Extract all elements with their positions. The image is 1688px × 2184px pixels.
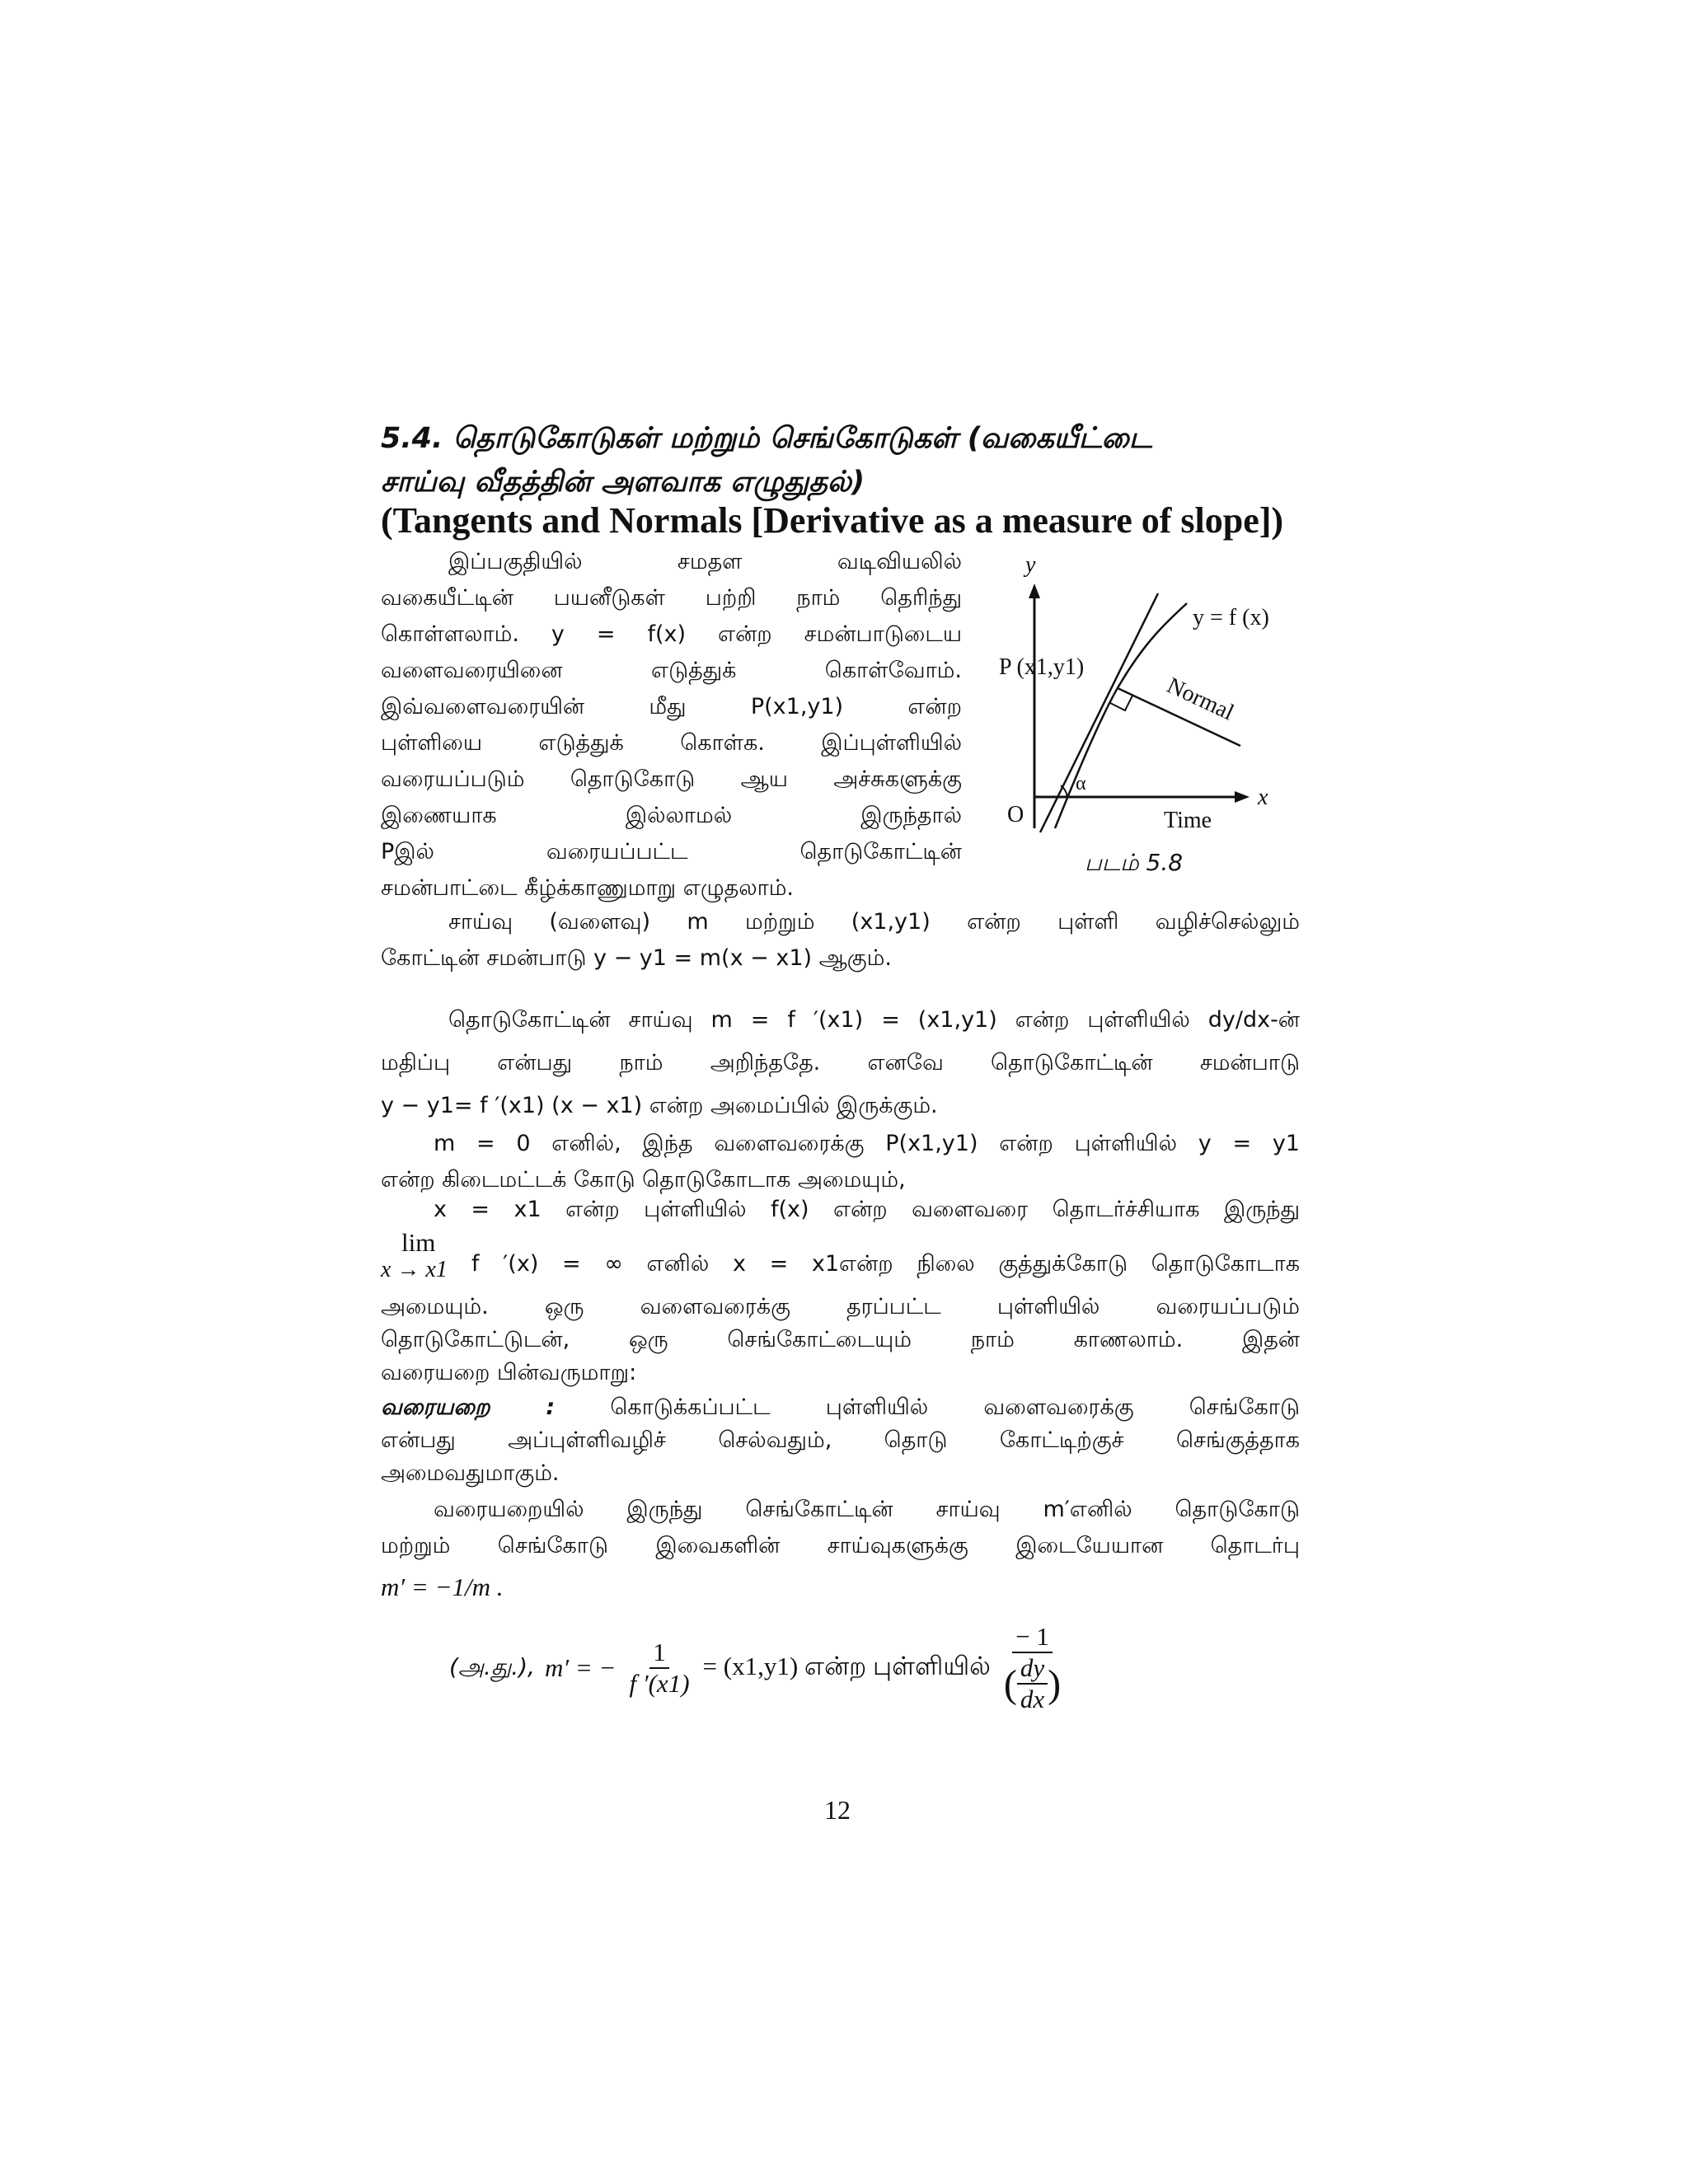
dy-dx-fraction bbox=[1017, 1653, 1048, 1714]
equation-lhs: m′ = − bbox=[544, 1653, 617, 1682]
horizontal-tangent-paragraph bbox=[381, 1126, 1300, 1198]
right-angle-marker bbox=[1110, 696, 1132, 710]
limit-symbol: lim bbox=[401, 1228, 436, 1257]
intro-line: கொள்ளலாம். y = f(x) என்ற சமன்பாடுடைய bbox=[381, 621, 962, 647]
page-number: 12 bbox=[824, 1795, 851, 1825]
vertical-tangent-continuation bbox=[381, 1246, 1300, 1390]
intro-line: இவ்வளைவரையின் மீது P(x1,y1) என்ற bbox=[381, 694, 962, 719]
slope-line: கோட்டின் சமன்பாடு y − y1 = m(x − x1) ஆகும். bbox=[381, 945, 892, 971]
m0-line: m = 0 எனில், இந்த வளைவரைக்கு P(x1,y1) என்ற புள்ளியில் y = y1 bbox=[434, 1131, 1300, 1156]
fraction-one-over-fprime bbox=[626, 1638, 692, 1699]
vertical-line: x = x1 என்ற புள்ளியில் f(x) என்ற வளைவரை தொடர்ச்சியாக இருந்து bbox=[434, 1197, 1300, 1222]
fraction-denominator-derivative bbox=[1001, 1653, 1064, 1714]
tangent-normal-figure bbox=[989, 544, 1335, 890]
fraction-numerator: − 1 bbox=[1012, 1622, 1053, 1653]
equation-prefix: (அ.து.), bbox=[449, 1652, 535, 1680]
tangent-line-text: மதிப்பு என்பது நாம் அறிந்ததே. எனவே தொடுகோட்டின் சமன்பாடு bbox=[381, 1050, 1300, 1076]
tangent-equation-line: y − y1= f ′(x1) (x − x1) என்ற அமைப்பில் இருக்கும். bbox=[381, 1093, 938, 1118]
curve-label: y = f (x) bbox=[1193, 605, 1269, 630]
definition-label: வரையறை : bbox=[381, 1394, 556, 1420]
tangent-paragraph bbox=[381, 999, 1300, 1127]
curve-y-f-x bbox=[1055, 603, 1187, 828]
vertical-tangent-paragraph bbox=[381, 1192, 1300, 1228]
angle-label: α bbox=[1076, 773, 1086, 794]
section-title-line1: தொடுகோடுகள் மற்றும் செங்கோடுகள் (வகையீட்டை bbox=[452, 422, 1152, 455]
dx: dx bbox=[1020, 1685, 1045, 1713]
intro-line: சமன்பாட்டை கீழ்க்காணுமாறு எழுதலாம். bbox=[381, 875, 795, 901]
m0-line: என்ற கிடைமட்டக் கோடு தொடுகோடாக அமையும், bbox=[381, 1167, 906, 1193]
y-axis-label: y bbox=[1025, 552, 1036, 578]
section-title-english: (Tangents and Normals [Derivative as a measure of slope]) bbox=[381, 500, 1284, 541]
dy: dy bbox=[1017, 1653, 1048, 1685]
x-axis-label: x bbox=[1258, 785, 1268, 810]
origin-label: O bbox=[1007, 802, 1025, 827]
intro-line: Pஇல் வரையப்பட்ட தொடுகோட்டின் bbox=[381, 839, 962, 865]
x-axis-arrow-icon bbox=[1235, 791, 1250, 803]
normal-relation: m′ = −1/m . bbox=[381, 1572, 504, 1601]
angle-arc bbox=[1061, 785, 1067, 797]
limit-subscript: x → x1 bbox=[381, 1257, 448, 1282]
intro-line: வகையீட்டின் பயனீடுகள் பற்றி நாம் தெரிந்து bbox=[381, 585, 962, 611]
equation-middle: = (x1,y1) என்ற புள்ளியில் bbox=[702, 1652, 991, 1680]
point-label: P (x1,y1) bbox=[999, 654, 1085, 680]
definition-first-line bbox=[381, 1391, 1300, 1424]
slope-line: சாய்வு (வளைவு) m மற்றும் (x1,y1) என்ற புள்ளி வழிச்செல்லும் bbox=[448, 909, 1300, 935]
definition-line: அமைவதுமாகும். bbox=[381, 1460, 560, 1486]
final-equation bbox=[449, 1622, 1064, 1714]
right-paren: ) bbox=[1048, 1661, 1062, 1706]
definition-paragraph bbox=[381, 1391, 1300, 1490]
normal-slope-paragraph bbox=[381, 1492, 1300, 1605]
fraction-denominator: f ′(x1) bbox=[629, 1669, 690, 1698]
section-heading-tamil bbox=[381, 422, 1304, 458]
time-label: Time bbox=[1164, 808, 1212, 833]
left-paren: ( bbox=[1003, 1661, 1017, 1706]
definition-line: என்பது அப்புள்ளிவழிச் செல்வதும், தொடு கோட்டிற்குச் செங்குத்தாக bbox=[381, 1427, 1300, 1453]
intro-line: இப்பகுதியில் சமதள வடிவியலில் bbox=[448, 549, 962, 574]
y-axis-arrow-icon bbox=[1029, 583, 1040, 598]
vertical-line: தொடுகோட்டுடன், ஒரு செங்கோட்டையும் நாம் காணலாம். இதன் bbox=[381, 1327, 1300, 1352]
definition-text: கொடுக்கப்பட்ட புள்ளியில் வளைவரைக்கு செங்கோடு bbox=[610, 1394, 1301, 1420]
figure-caption: படம் 5.8 bbox=[1085, 849, 1184, 876]
section-title-line2: சாய்வு வீதத்தின் அளவாக எழுதுதல்) bbox=[381, 466, 865, 499]
vertical-line: அமையும். ஒரு வளைவரைக்கு தரப்பட்ட புள்ளியில் வரையப்படும் bbox=[381, 1294, 1300, 1319]
intro-line: வரையப்படும் தொடுகோடு ஆய அச்சுகளுக்கு bbox=[381, 766, 962, 792]
intro-paragraph bbox=[381, 544, 962, 907]
vertical-line: வரையறை பின்வருமாறு: bbox=[381, 1360, 637, 1385]
fraction-minus-one-over-derivative bbox=[1001, 1622, 1064, 1714]
normal-line-text: வரையறையில் இருந்து செங்கோட்டின் சாய்வு m′எனில் தொடுகோடு bbox=[434, 1497, 1300, 1522]
fraction-numerator: 1 bbox=[649, 1638, 669, 1669]
section-number: 5.4. bbox=[381, 422, 443, 455]
intro-line: புள்ளியை எடுத்துக் கொள்க. இப்புள்ளியில் bbox=[381, 730, 962, 756]
intro-line: வளைவரையினை எடுத்துக் கொள்வோம். bbox=[381, 658, 962, 683]
vertical-line: f ′(x) = ∞ எனில் x = x1என்ற நிலை குத்துக்கோடு தொடுகோடாக bbox=[471, 1251, 1300, 1277]
normal-label: Normal bbox=[1163, 673, 1238, 726]
intro-line: இணையாக இல்லாமல் இருந்தால் bbox=[381, 803, 962, 828]
slope-paragraph bbox=[381, 904, 1300, 977]
tangent-line-text: தொடுகோட்டின் சாய்வு m = f ′(x1) = (x1,y1) என்ற புள்ளியில் dy/dx-ன் bbox=[448, 1007, 1300, 1033]
normal-line-text: மற்றும் செங்கோடு இவைகளின் சாய்வுகளுக்கு இடையேயான தொடர்பு bbox=[381, 1533, 1300, 1558]
